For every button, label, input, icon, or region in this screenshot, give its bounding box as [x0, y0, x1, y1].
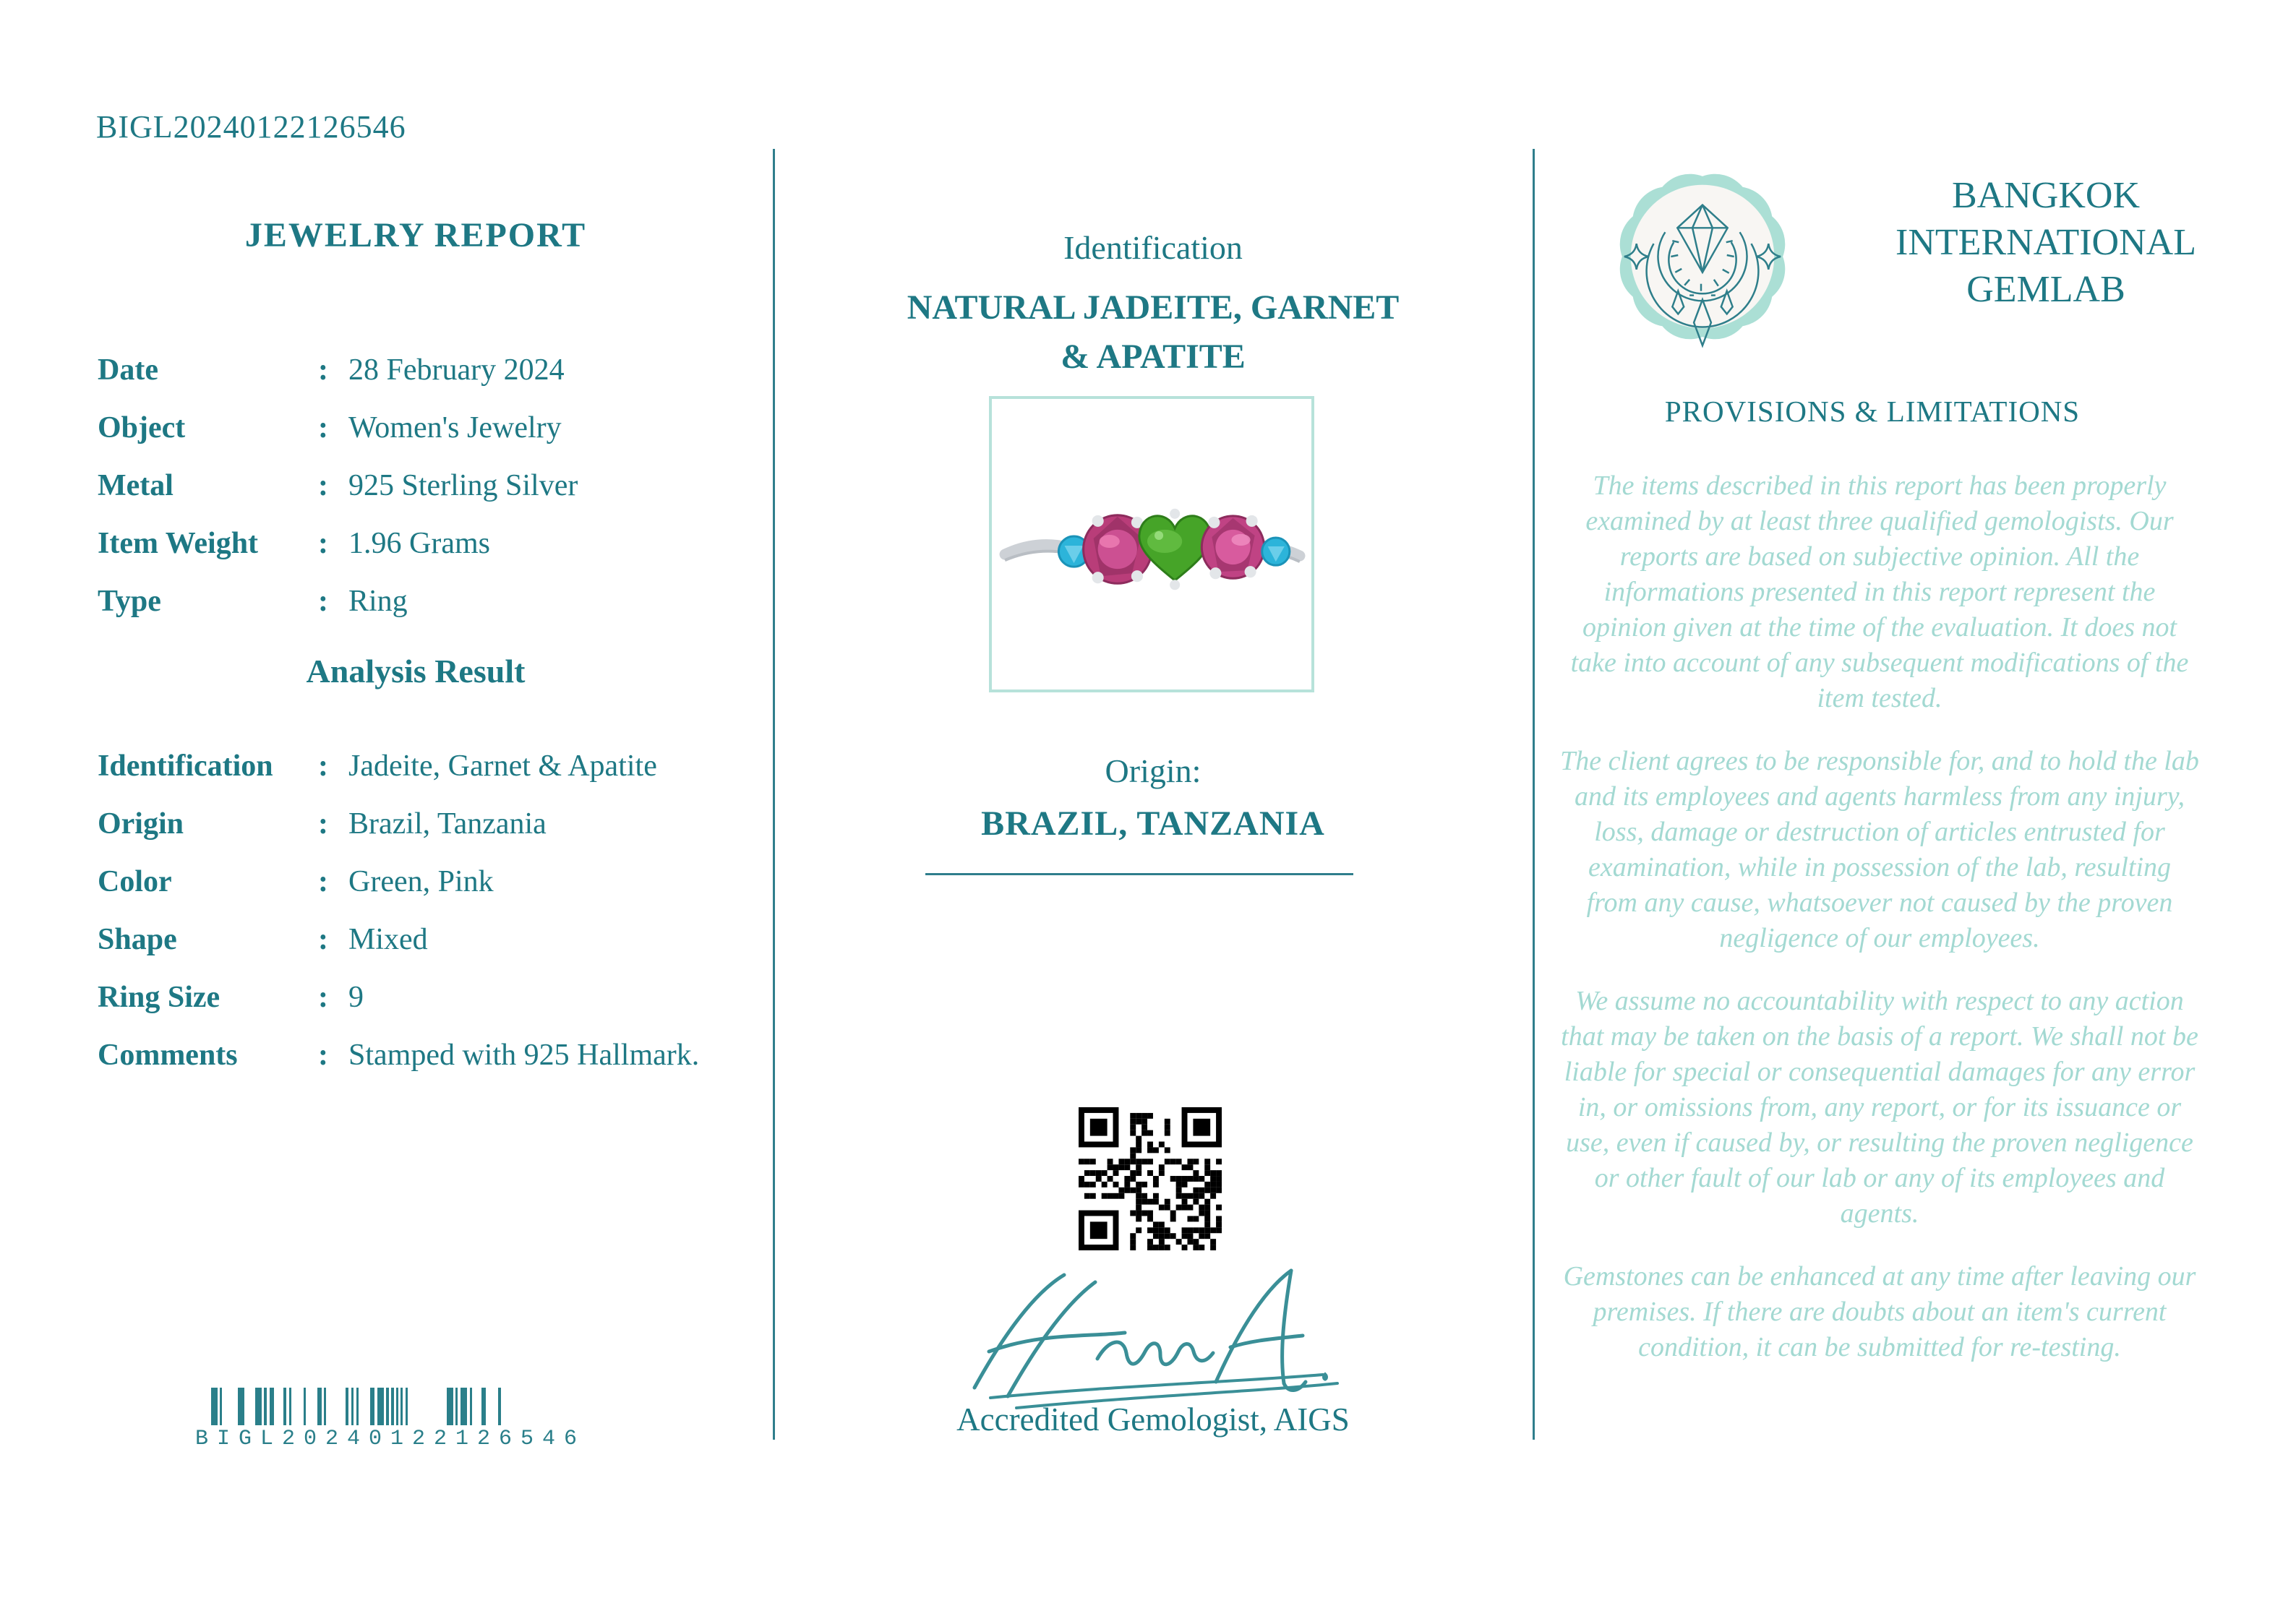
lab-name-line3: GEMLAB — [1966, 269, 2125, 310]
analysis-label: Color — [98, 865, 172, 898]
colon: : — [318, 749, 328, 783]
analysis-row — [98, 737, 748, 795]
barcode-bars-icon — [195, 1388, 515, 1425]
detail-value: Ring — [348, 585, 408, 618]
origin-label: Origin: — [1105, 752, 1201, 789]
gemologist-title: Accredited Gemologist, AIGS — [956, 1401, 1350, 1438]
colon: : — [318, 923, 328, 956]
detail-value: 1.96 Grams — [348, 527, 490, 560]
provisions-text — [1560, 468, 2199, 1393]
analysis-result-title: Analysis Result — [306, 653, 526, 689]
detail-label: Object — [98, 411, 186, 444]
analysis-label: Shape — [98, 923, 177, 956]
column-divider-right — [1533, 149, 1535, 1440]
colon: : — [318, 353, 328, 387]
provisions-paragraph: The client agrees to be responsible for, and to hold the lab and its employees and agents harmless from any injury, loss, damage or destruction of articles entrusted for examination, while in possession of the lab, resulting from any cause, whatsoever not caused by the proven negligence of our employees. — [1560, 746, 2199, 953]
barcode-text: BIGL20240122126546 — [195, 1427, 586, 1451]
analysis-label: Identification — [98, 749, 273, 783]
analysis-results — [98, 737, 748, 1084]
analysis-row — [98, 968, 748, 1026]
analysis-value: Stamped with 925 Hallmark. — [348, 1039, 700, 1072]
lab-name — [1836, 172, 2256, 313]
report-details — [98, 341, 748, 630]
colon: : — [318, 1039, 328, 1072]
provisions-paragraph: The items described in this report has been properly examined by at least three qualified gemologists. Our reports are based on subjective opinion. All the informations presented in this report represent the opinion given at the time of the evaluation. It does not take into account of any subsequent modifications of the item tested. — [1570, 471, 2189, 713]
detail-row — [98, 399, 748, 457]
analysis-label: Origin — [98, 807, 184, 841]
analysis-label: Ring Size — [98, 981, 220, 1014]
gemlab-logo-icon — [1609, 163, 1796, 350]
detail-row — [98, 341, 748, 399]
qr-code — [1079, 1107, 1222, 1250]
analysis-value: Green, Pink — [348, 865, 494, 898]
gemlab-logo — [1609, 163, 1796, 350]
jewelry-photo — [989, 396, 1314, 692]
ring-image — [992, 399, 1311, 689]
analysis-value: Mixed — [348, 923, 428, 956]
identification-result — [831, 283, 1475, 382]
colon: : — [318, 469, 328, 502]
detail-row — [98, 457, 748, 515]
origin-value: BRAZIL, TANZANIA — [981, 804, 1325, 843]
detail-value: Women's Jewelry — [348, 411, 562, 444]
detail-row — [98, 572, 748, 630]
colon: : — [318, 981, 328, 1014]
detail-row — [98, 515, 748, 572]
signature-icon — [947, 1266, 1359, 1411]
detail-label: Item Weight — [98, 527, 259, 560]
colon: : — [318, 411, 328, 444]
lab-name-line1: BANGKOK — [1952, 175, 2140, 216]
identification-result-line1: NATURAL JADEITE, GARNET — [907, 288, 1400, 327]
analysis-value: 9 — [348, 981, 364, 1014]
gemologist-signature — [947, 1266, 1359, 1411]
colon: : — [318, 585, 328, 618]
detail-label: Type — [98, 585, 161, 618]
provisions-title: PROVISIONS & LIMITATIONS — [1664, 395, 2081, 428]
analysis-row — [98, 795, 748, 853]
analysis-value: Brazil, Tanzania — [348, 807, 547, 841]
identification-result-line2: & APATITE — [1061, 338, 1246, 376]
detail-label: Date — [98, 353, 158, 387]
qr-code-icon — [1079, 1107, 1222, 1250]
detail-value: 28 February 2024 — [348, 353, 565, 387]
analysis-row — [98, 853, 748, 911]
identification-section-title: Identification — [1063, 229, 1243, 266]
colon: : — [318, 527, 328, 560]
report-number: BIGL20240122126546 — [96, 109, 406, 145]
provisions-paragraph: Gemstones can be enhanced at any time after leaving our premises. If there are doubts about an item's current condition, it can be submitted for re-testing. — [1563, 1261, 2196, 1362]
report-title: JEWELRY REPORT — [244, 216, 587, 254]
analysis-label: Comments — [98, 1039, 238, 1072]
colon: : — [318, 865, 328, 898]
lab-name-line2: INTERNATIONAL — [1896, 222, 2196, 263]
detail-label: Metal — [98, 469, 174, 502]
barcode — [195, 1388, 586, 1451]
origin-underline — [925, 873, 1353, 875]
analysis-value: Jadeite, Garnet & Apatite — [348, 749, 657, 783]
provisions-paragraph: We assume no accountability with respect to any action that may be taken on the basis of a report. We shall not be liable for special or consequential damages for any error in, or omissions from, any report, or for its issuance or use, even if caused by, or resulting the proven negligence or other fault of our lab or any of its employees and agents. — [1561, 986, 2198, 1229]
analysis-row — [98, 1026, 748, 1084]
detail-value: 925 Sterling Silver — [348, 469, 578, 502]
analysis-row — [98, 911, 748, 968]
column-divider-left — [773, 149, 775, 1440]
colon: : — [318, 807, 328, 841]
